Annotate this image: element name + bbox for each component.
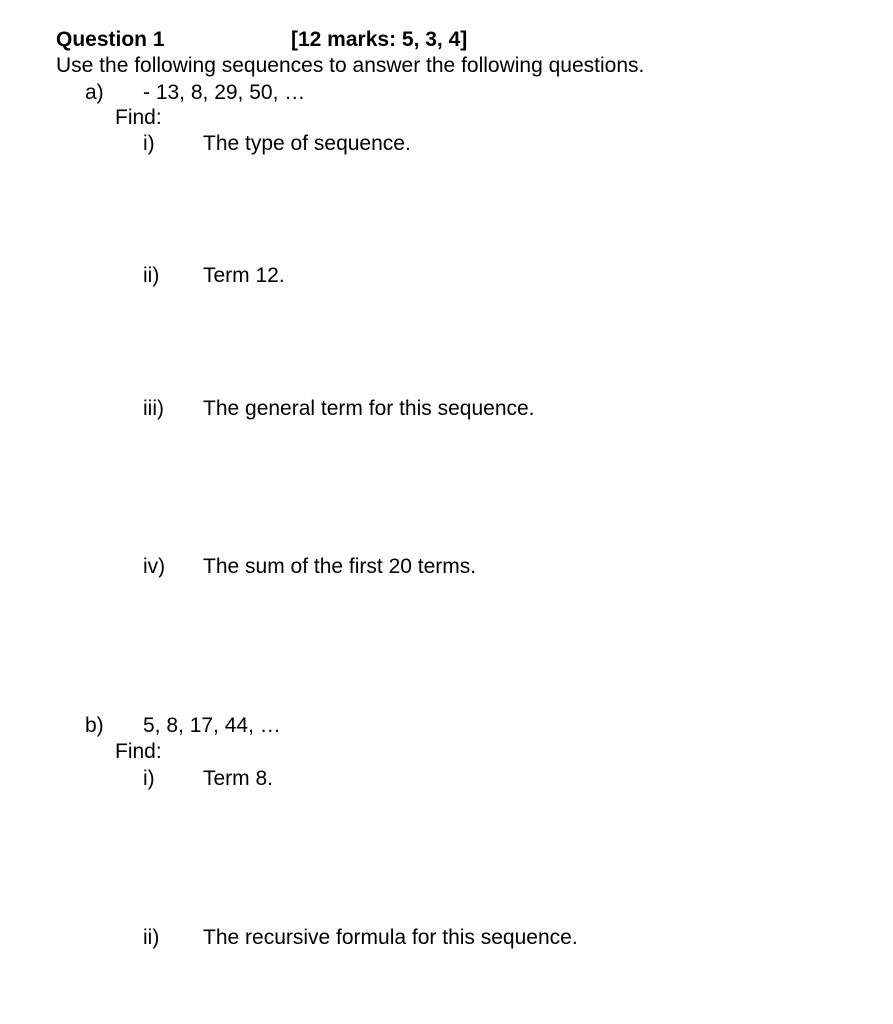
part-a-find-label: Find: xyxy=(115,106,162,129)
part-a-item-text: The type of sequence. xyxy=(203,132,411,155)
instruction-text: Use the following sequences to answer the following questions. xyxy=(56,54,645,77)
part-b-find-label: Find: xyxy=(115,740,162,763)
marks-allocation: [12 marks: 5, 3, 4] xyxy=(291,28,468,51)
part-a-item-text: Term 12. xyxy=(203,264,285,287)
part-a-item-text: The sum of the first 20 terms. xyxy=(203,555,477,578)
part-b-sequence: 5, 8, 17, 44, … xyxy=(143,714,281,737)
part-b-item-number: ii) xyxy=(143,926,160,949)
part-a-item-number: i) xyxy=(143,132,155,155)
part-b-item-text: The recursive formula for this sequence. xyxy=(203,926,578,949)
part-a-sequence: - 13, 8, 29, 50, … xyxy=(143,81,306,104)
part-b-item-number: i) xyxy=(143,767,155,790)
part-a-item-number: iv) xyxy=(143,555,166,578)
part-b-label: b) xyxy=(85,714,104,737)
part-a-item-number: ii) xyxy=(143,264,160,287)
part-a-label: a) xyxy=(85,81,104,104)
part-b-item-text: Term 8. xyxy=(203,767,274,790)
part-a-item-number: iii) xyxy=(143,397,164,420)
part-a-item-text: The general term for this sequence. xyxy=(203,397,535,420)
question-title: Question 1 xyxy=(56,28,165,51)
